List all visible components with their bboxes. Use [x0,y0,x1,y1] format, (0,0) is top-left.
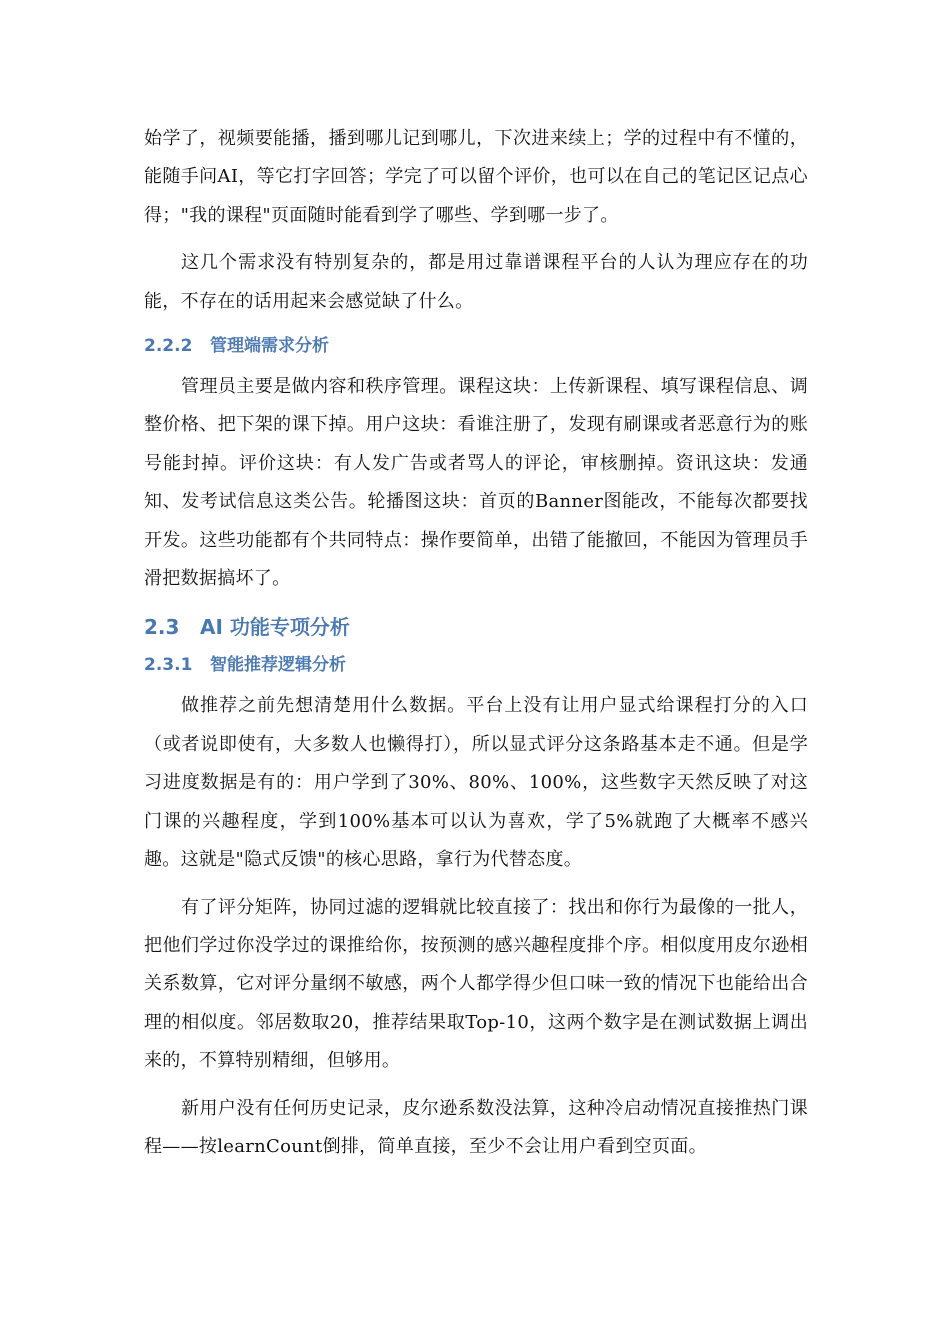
heading-title: 智能推荐逻辑分析 [210,655,346,676]
heading-title: AI 功能专项分析 [200,615,350,640]
heading-number: 2.3 [144,615,180,640]
paragraph-implicit-feedback: 做推荐之前先想清楚用什么数据。平台上没有让用户显式给课程打分的入口（或者说即使有，大多数人也懒得打），所以显式评分这条路基本走不通。但是学习进度数据是有的：用户学到了30%、80%、100%，这些数字天然反映了对这门课的兴趣程度，学到100%基本可以认为喜欢，学了5%就跑了大概率不感兴趣。这就是"隐式反馈"的核心思路，拿行为代替态度。 [144,695,808,871]
heading-2-2-2 [144,330,808,362]
heading-number: 2.3.1 [144,655,193,676]
heading-number: 2.2.2 [144,336,193,357]
paragraph-collaborative-filtering: 有了评分矩阵，协同过滤的逻辑就比较直接了：找出和你行为最像的一批人，把他们学过你没学过的课推给你，按预测的感兴趣程度排个序。相似度用皮尔逊相关系数算，它对评分量纲不敏感，两个人都学得少但口味一致的情况下也能给出合理的相似度。邻居数取20，推荐结果取Top-10，这两个数字是在测试数据上调出来的，不算特别精细，但够用。 [144,896,808,1072]
heading-2-3-1 [144,649,808,681]
document-content [144,120,808,1175]
paragraph-cold-start: 新用户没有任何历史记录，皮尔逊系数没法算，这种冷启动情况直接推热门课程——按learnCount倒排，简单直接，至少不会让用户看到空页面。 [144,1097,808,1157]
paragraph-needs-summary: 这几个需求没有特别复杂的，都是用过靠谱课程平台的人认为理应存在的功能，不存在的话用起来会感觉缺了什么。 [144,252,808,312]
paragraph-admin-needs: 管理员主要是做内容和秩序管理。课程这块：上传新课程、填写课程信息、调整价格、把下架的课下掉。用户这块：看谁注册了，发现有刷课或者恶意行为的账号能封掉。评价这块：有人发广告或者骂人的评论，审核删掉。资讯这块：发通知、发考试信息这类公告。轮播图这块：首页的Banner图能改，不能每次都要找开发。这些功能都有个共同特点：操作要简单，出错了能撤回，不能因为管理员手滑把数据搞坏了。 [144,376,808,590]
heading-2-3 [144,607,808,647]
paragraph-user-needs-continued: 始学了，视频要能播，播到哪儿记到哪儿，下次进来续上；学的过程中有不懂的，能随手问AI，等它打字回答；学完了可以留个评价，也可以在自己的笔记区记点心得；"我的课程"页面随时能看到学了哪些、学到哪一步了。 [144,128,808,226]
heading-title: 管理端需求分析 [210,336,329,357]
